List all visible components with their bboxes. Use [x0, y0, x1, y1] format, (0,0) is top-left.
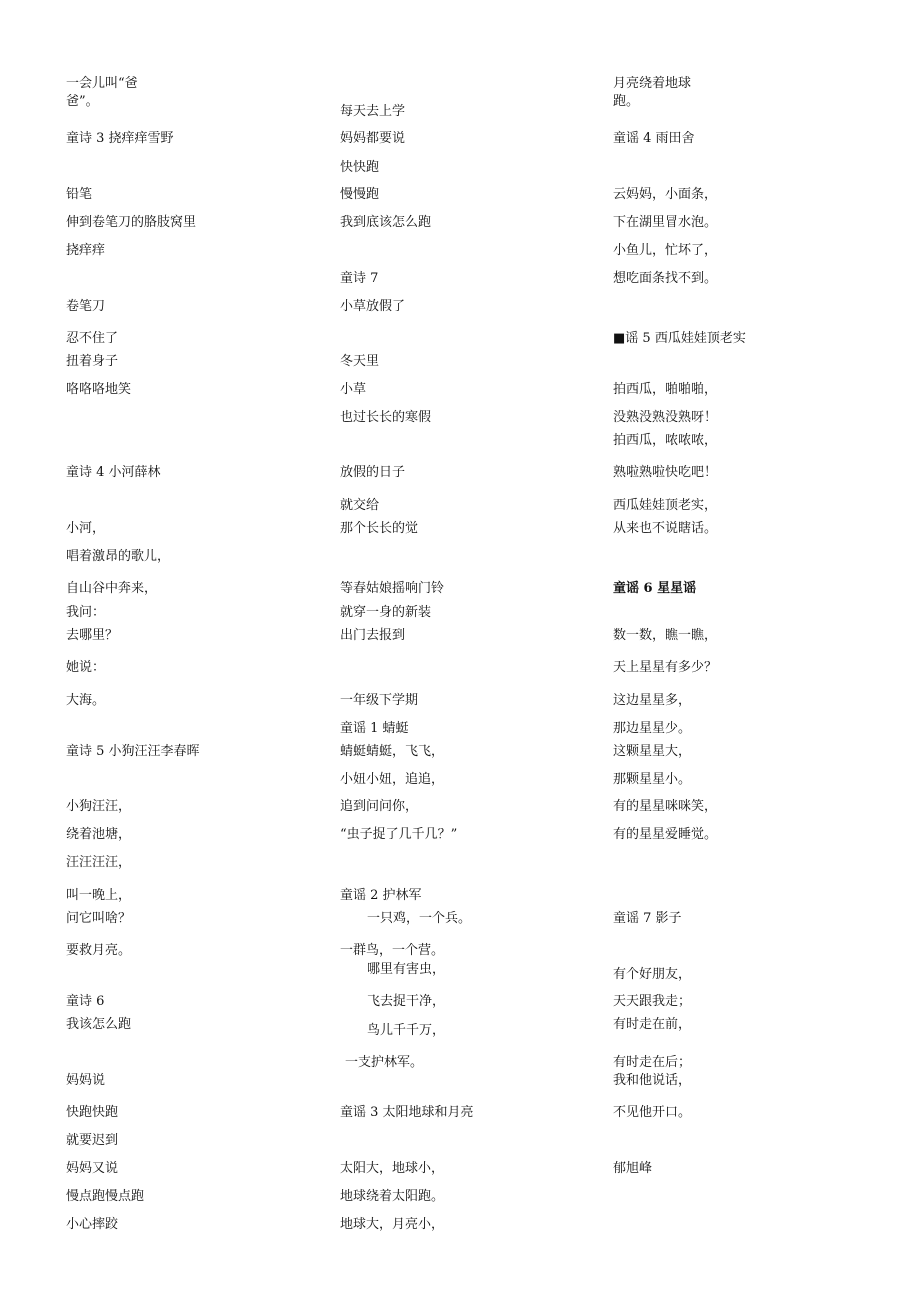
text-line: 放假的日子 — [340, 465, 406, 480]
text-line: 她说： — [66, 660, 106, 675]
text-line: 这颗星星大， — [613, 744, 692, 759]
text-line: 太阳大，地球小， — [340, 1161, 445, 1176]
text-line: 小草放假了 — [340, 299, 406, 314]
text-line: 快跑快跑 — [66, 1105, 119, 1120]
text-line: 去哪里？ — [66, 628, 119, 643]
section-heading: 一年级下学期 — [340, 693, 419, 708]
text-line: 熟啦熟啦快吃吧！ — [613, 465, 718, 480]
text-line: 冬天里 — [340, 354, 380, 369]
text-line: 没熟没熟没熟呀！ — [613, 410, 718, 425]
poem-title: 童谣 1 蜻蜓 — [340, 721, 409, 736]
text-line: 拍西瓜，哝哝哝， — [613, 433, 718, 448]
poem-title: 童诗 7 — [340, 271, 379, 286]
text-line: 拍西瓜，啪啪啪， — [613, 382, 718, 397]
poem-title: ■谣 5 西瓜娃娃顶老实 — [613, 331, 746, 346]
text-line: 这边星星多， — [613, 693, 692, 708]
poem-title: 童诗 4 小河薛林 — [66, 465, 161, 480]
text-line: 飞去捉干净， — [367, 994, 446, 1009]
text-line: 追到问问你， — [340, 799, 419, 814]
poem-column-right — [613, 0, 903, 1301]
text-line: 有个好朋友， — [613, 967, 692, 982]
text-line: 月亮绕着地球 — [613, 76, 692, 91]
author-name: 郁旭峰 — [613, 1161, 653, 1176]
text-line: 鸟儿千千万， — [367, 1023, 446, 1038]
text-line: 爸”。 — [66, 94, 99, 109]
text-line: 妈妈又说 — [66, 1161, 119, 1176]
text-line: 忍不住了 — [66, 331, 119, 346]
text-line: 等春姑娘摇响门铃 — [340, 581, 445, 596]
text-line: 一只鸡，一个兵。 — [367, 911, 472, 926]
text-line: 那颗星星小。 — [613, 772, 692, 787]
text-line: 出门去报到 — [340, 628, 406, 643]
text-line: 那个长长的觉 — [340, 521, 419, 536]
text-line: 铅笔 — [66, 187, 93, 202]
text-line: 数一数，瞧一瞧， — [613, 628, 718, 643]
text-line: 跑。 — [613, 94, 640, 109]
poem-title: 童谣 6 星星谣 — [613, 581, 697, 596]
text-line: 自山谷中奔来， — [66, 581, 158, 596]
poem-column-middle — [340, 0, 600, 1301]
text-line: 我该怎么跑 — [66, 1017, 132, 1032]
poem-title: 童谣 3 太阳地球和月亮 — [340, 1105, 474, 1120]
text-line: 有的星星爱睡觉。 — [613, 827, 718, 842]
text-line: 有的星星咪咪笑， — [613, 799, 718, 814]
poem-title: 童谣 7 影子 — [613, 911, 682, 926]
text-line: 哪里有害虫， — [367, 962, 446, 977]
text-line: 一会儿叫“爸 — [66, 76, 138, 91]
text-line: 小河， — [66, 521, 106, 536]
poem-title: 童诗 3 挠痒痒雪野 — [66, 131, 174, 146]
text-line: 小草 — [340, 382, 367, 397]
text-line: 小狗汪汪， — [66, 799, 132, 814]
poem-title: 童谣 2 护林军 — [340, 888, 422, 903]
text-line: 妈妈说 — [66, 1073, 106, 1088]
text-line: 小心摔跤 — [66, 1217, 119, 1232]
text-line: 想吃面条找不到。 — [613, 271, 718, 286]
text-line: 就要迟到 — [66, 1133, 119, 1148]
text-line: 伸到卷笔刀的胳肢窝里 — [66, 215, 197, 230]
text-line: 大海。 — [66, 693, 106, 708]
text-line: 就穿一身的新装 — [340, 605, 432, 620]
text-line: 一群鸟，一个营。 — [340, 943, 445, 958]
text-line: 一支护林军。 — [345, 1055, 424, 1070]
text-line: 问它叫啥？ — [66, 911, 132, 926]
text-line: 下在湖里冒水泡。 — [613, 215, 718, 230]
text-line: 有时走在后； — [613, 1055, 692, 1070]
text-line: 地球大，月亮小， — [340, 1217, 445, 1232]
text-line: 就交给 — [340, 498, 380, 513]
text-line: 有时走在前， — [613, 1017, 692, 1032]
text-line: 小妞小妞，追追， — [340, 772, 445, 787]
text-line: 汪汪汪汪， — [66, 855, 132, 870]
text-line: 挠痒痒 — [66, 243, 106, 258]
text-line: 也过长长的寒假 — [340, 410, 432, 425]
poem-column-left — [66, 0, 326, 1301]
text-line: 卷笔刀 — [66, 299, 106, 314]
text-line: 要救月亮。 — [66, 943, 132, 958]
text-line: 快快跑 — [340, 160, 380, 175]
text-line: 天天跟我走； — [613, 994, 692, 1009]
text-line: 妈妈都要说 — [340, 131, 406, 146]
text-line: 我问： — [66, 605, 106, 620]
text-line: 扭着身子 — [66, 354, 119, 369]
text-line: 每天去上学 — [340, 104, 406, 119]
text-line: 叫一晚上， — [66, 888, 132, 903]
text-line: “虫子捉了几千几？” — [340, 827, 458, 842]
text-line: 咯咯咯地笑 — [66, 382, 132, 397]
text-line: 地球绕着太阳跑。 — [340, 1189, 445, 1204]
text-line: 我和他说话， — [613, 1073, 692, 1088]
text-line: 西瓜娃娃顶老实， — [613, 498, 718, 513]
text-line: 唱着激昂的歌儿， — [66, 549, 171, 564]
text-line: 慢点跑慢点跑 — [66, 1189, 145, 1204]
text-line: 小鱼儿，忙坏了， — [613, 243, 718, 258]
text-line: 云妈妈，小面条， — [613, 187, 718, 202]
poem-title: 童诗 6 — [66, 994, 105, 1009]
text-line: 那边星星少。 — [613, 721, 692, 736]
text-line: 我到底该怎么跑 — [340, 215, 432, 230]
text-line: 蜻蜓蜻蜓，飞飞， — [340, 744, 445, 759]
poem-title: 童谣 4 雨田舍 — [613, 131, 695, 146]
poem-title: 童诗 5 小狗汪汪李春晖 — [66, 744, 200, 759]
text-line: 天上星星有多少？ — [613, 660, 718, 675]
text-line: 绕着池塘， — [66, 827, 132, 842]
text-line: 从来也不说瞎话。 — [613, 521, 718, 536]
text-line: 不见他开口。 — [613, 1105, 692, 1120]
text-line: 慢慢跑 — [340, 187, 380, 202]
